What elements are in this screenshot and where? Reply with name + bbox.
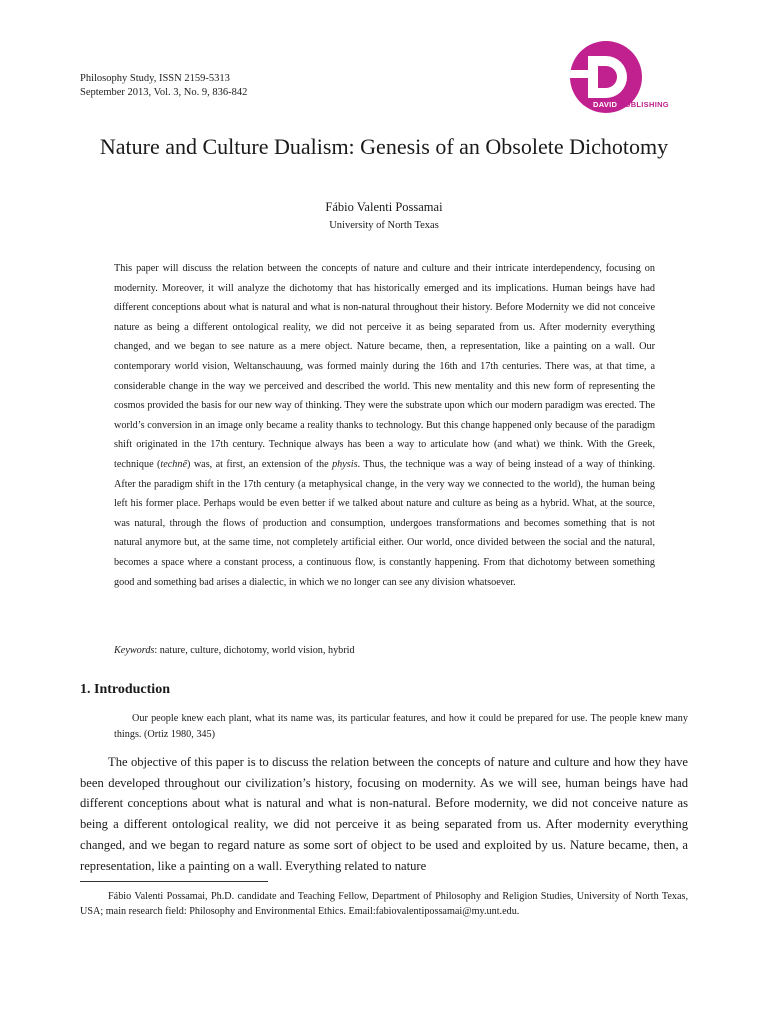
keywords (114, 645, 655, 656)
intro-paragraph: The objective of this paper is to discuss the relation between the concepts of nature and culture and how they have been developed throughout our civilization’s history, focusing on modernity. As we will see, human beings have had different conceptions about what is natural and what is non-natural. Before modernity, we did not conceive nature as being a different ontological reality, we did not perceive it as being separated from us. After modernity everything changed, and we began to regard nature as some sort of object to be used and exploited by us. Nature became, then, a representation, like a painting on a wall. Everything related to nature (80, 755, 688, 873)
abstract (114, 259, 655, 592)
section-heading-introduction: 1. Introduction (80, 682, 170, 697)
paper-title: Nature and Culture Dualism: Genesis of an Obsolete Dichotomy (99, 134, 669, 159)
abstract-term-techne: technê (160, 458, 188, 470)
abstract-term-physis: physis (332, 458, 358, 470)
keywords-list: : nature, culture, dichotomy, world vision, hybrid (154, 645, 355, 656)
footnote-divider (80, 881, 268, 882)
abstract-text-3: . Thus, the technique was a way of being instead of a way of thinking. After the paradigm shift in the 17th century (a metaphysical change, in the very way we connected to the world), the human being left his former place. Perhaps would be even better if we talked about nature and culture as being as a hybrid. What, at the source, was natural, through the flows of production and consumption, undergoes transformations and becomes something that is not natural anymore but, at the same time, not completely artificial either. Our world, once divided between the social and the natural, becomes a space where a constant process, a continuous flow, is constantly happening. From that dichotomy between something good and something bad arises a dialectic, in which we no longer can see any division whatsoever. (114, 458, 656, 588)
abstract-text-2: ) was, at first, an extension of the (187, 458, 333, 470)
journal-issue-line: September 2013, Vol. 3, No. 9, 836-842 (80, 86, 248, 98)
epigraph-quote: Our people knew each plant, what its name was, its particular features, and how it could be prepared for use. The people knew many things. (Ortiz 1980, 345) (114, 713, 688, 740)
publisher-logo-text (593, 100, 669, 109)
publisher-logo (560, 40, 700, 114)
abstract-text-1: This paper will discuss the relation between the concepts of nature and culture and their intricate interdependency, focusing on modernity. Moreover, it will analyze the dichotomy that has historically emerged and its implications. Human beings have had different conceptions about what is natural and what is non-natural throughout their history. Before Modernity we did not conceive nature as being a different ontological reality, we did not perceive it as being separated from us. After modernity everything changed, and we began to see nature as a mere object. Nature became, then, a representation, like a painting on a wall. Our contemporary world vision, Weltanschauung, was formed mainly during the 16th and 17th centuries. There was, at that time, a considerable change in the way we perceived and described the world. This new mentality and this new form of representing the cosmos provided the basis for our new way of thinking. They were the substrate upon which our modern paradigm was erected. The world’s conversion in an image only became a reality thanks to technology. But this change happened only because of the paradigm shift originated in the 17th century. Technique always has been a way to articulate how (and what) we think. With the Greek, technique ( (114, 263, 655, 470)
author-name: Fábio Valenti Possamai (325, 200, 443, 214)
journal-citation (80, 72, 247, 99)
author-affiliation: University of North Texas (329, 220, 439, 231)
keywords-label: Keywords (114, 645, 155, 656)
author-footnote: Fábio Valenti Possamai, Ph.D. candidate and Teaching Fellow, Department of Philosophy and Religion Studies, University of North Texas, USA; main research field: Philosophy and Environmental Ethics. Email:fabiovalentipossamai@my.unt.edu. (80, 891, 688, 917)
logo-word-publishing: PUBLISHING (619, 100, 669, 109)
logo-word-david: DAVID (593, 100, 618, 109)
journal-issn-line: Philosophy Study, ISSN 2159-5313 (80, 73, 230, 84)
